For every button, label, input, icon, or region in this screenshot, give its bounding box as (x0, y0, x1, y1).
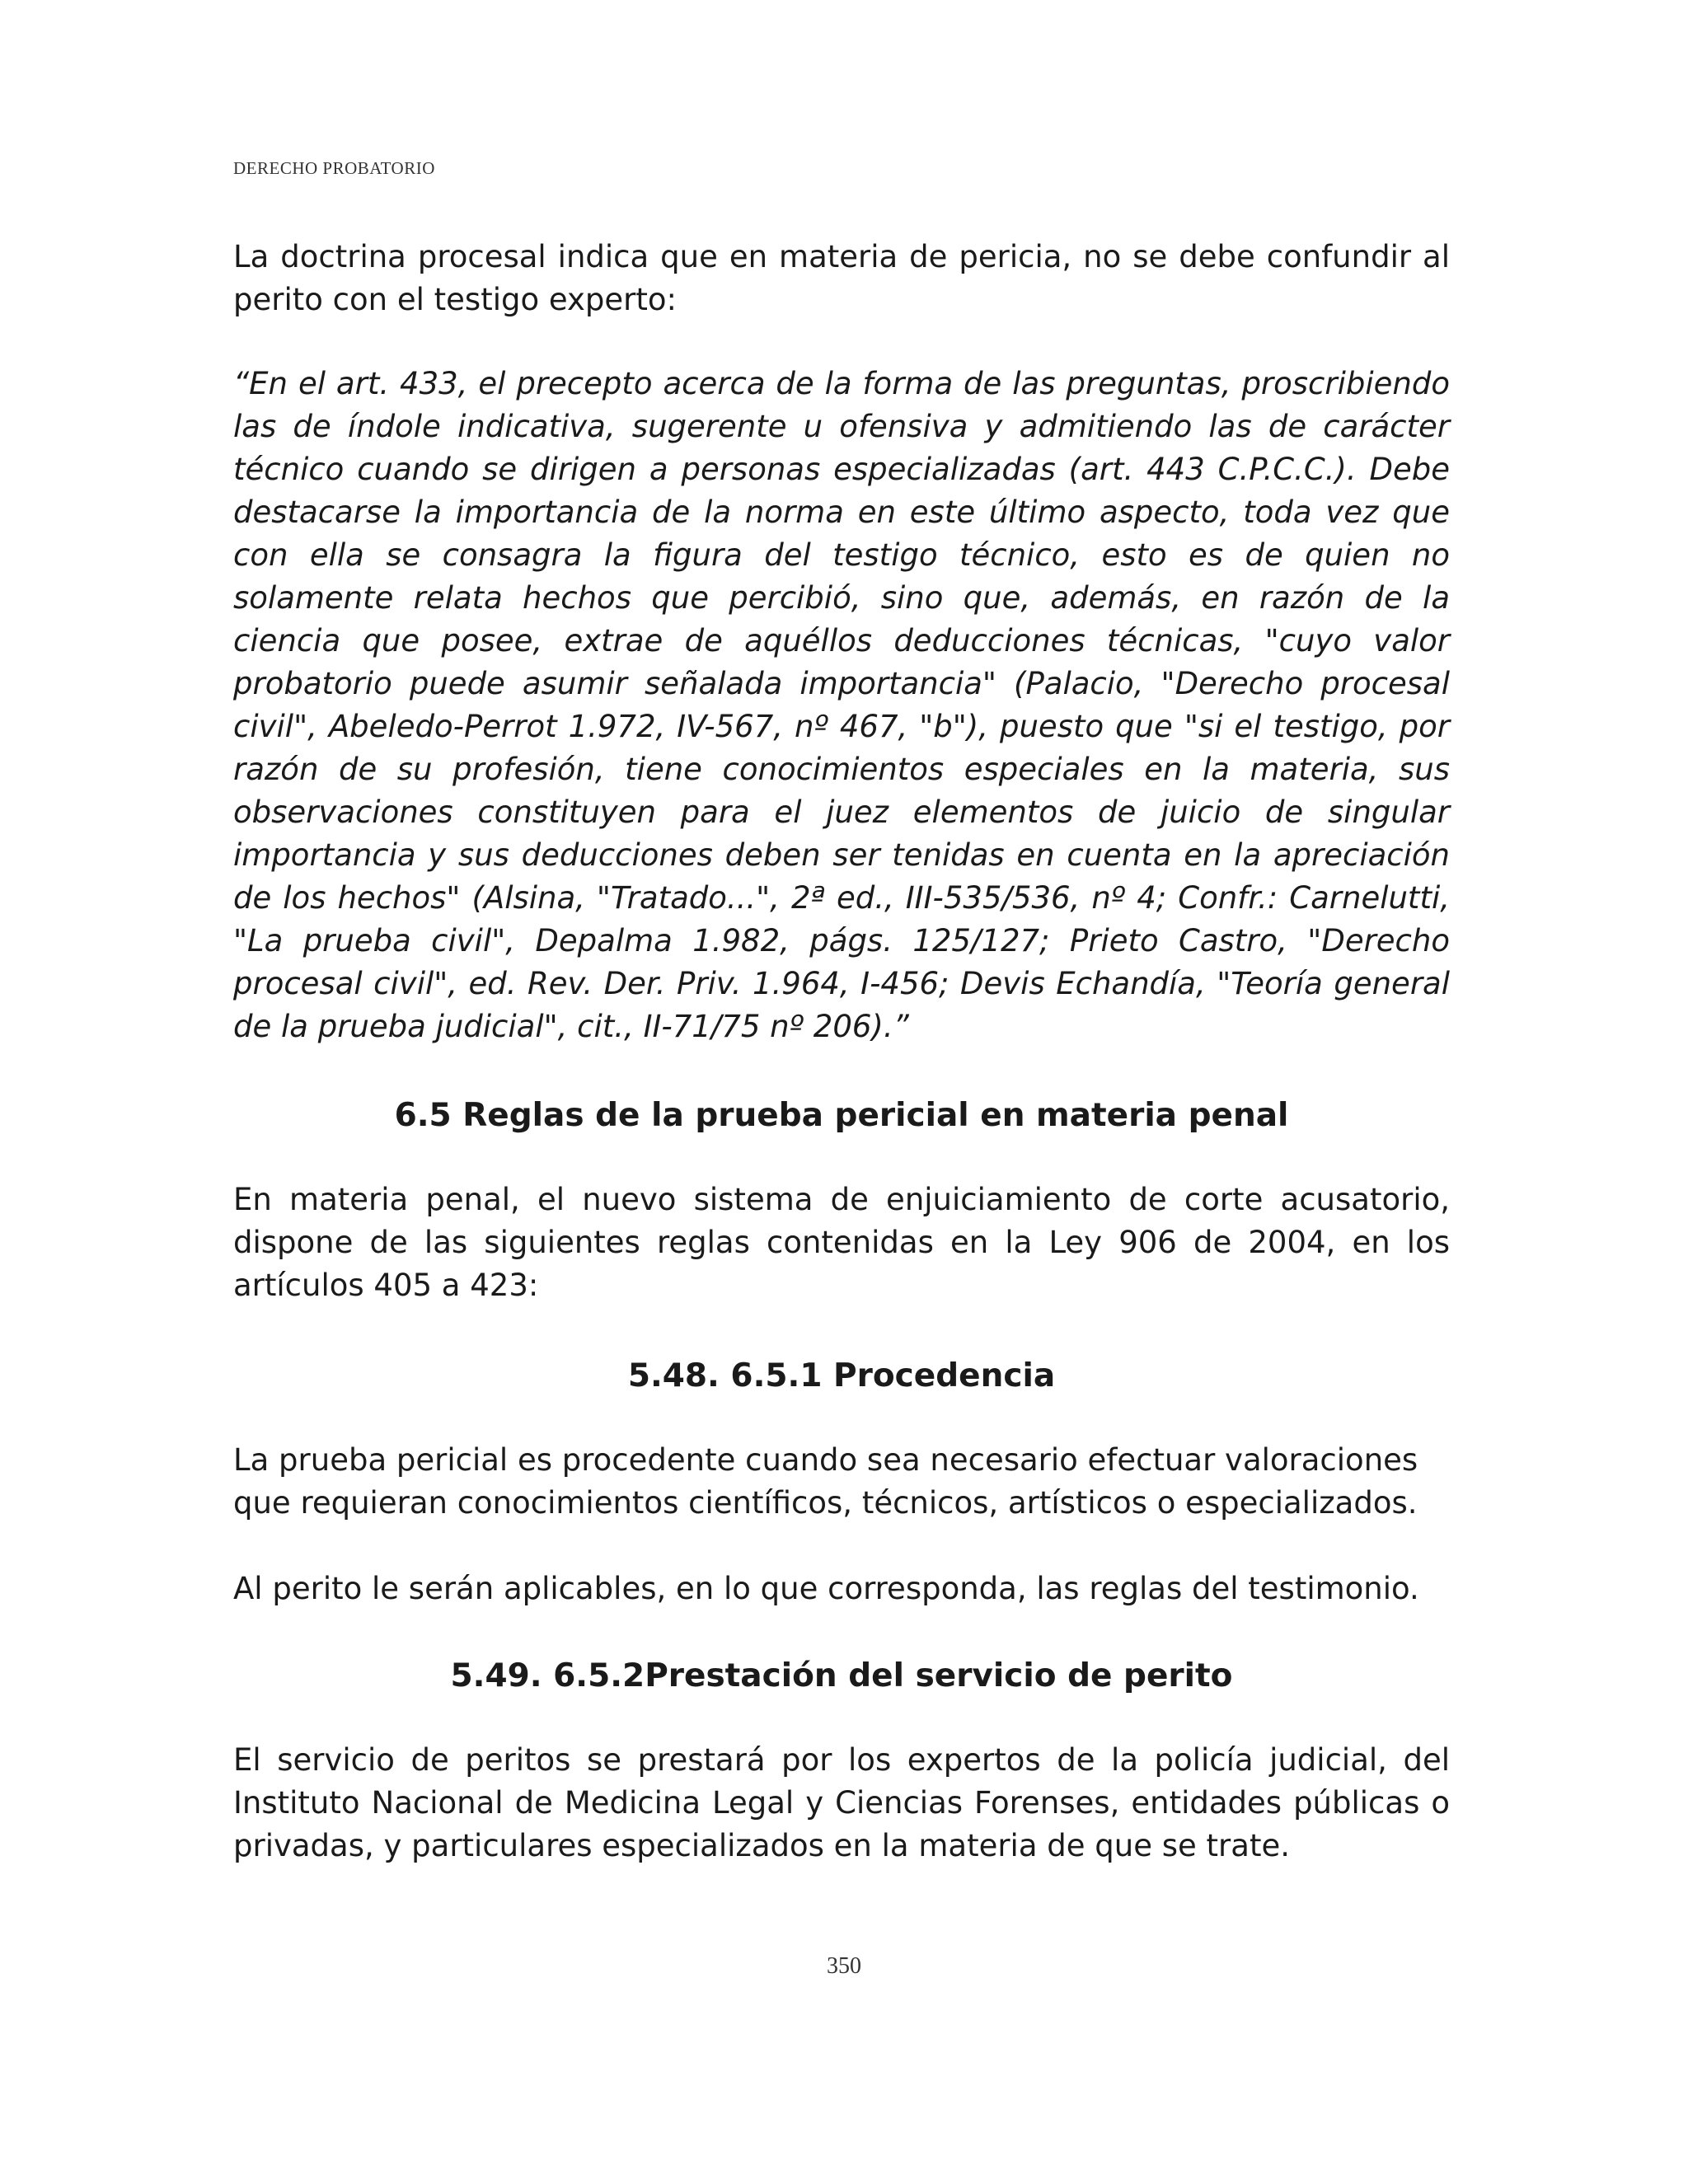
block-quote: “En el art. 433, el precepto acerca de la forma de las preguntas, proscribiendo las de índole indicativa, sugerente u ofensiva y admitiendo las de carácter técnico cuando se dirigen a personas especializadas (art. 443 C.P.C.C.). Debe destacarse la importancia de la norma en este último aspecto, toda vez que con ella se consagra la figura del testigo técnico, esto es de quien no solamente relata hechos que percibió, sino que, además, en razón de la ciencia que posee, extrae de aquéllos deducciones técnicas, "cuyo valor probatorio puede asumir señalada importancia" (Palacio, "Derecho procesal civil", Abeledo-Perrot 1.972, IV-567, nº 467, "b"), puesto que "si el testigo, por razón de su profesión, tiene conocimientos especiales en la materia, sus observaciones constituyen para el juez elementos de juicio de singular importancia y sus deducciones deben ser tenidas en cuenta en la apreciación de los hechos" (Alsina, "Tratado...", 2ª ed., III-535/536, nº 4; Confr.: Carnelutti, "La prueba civil", Depalma 1.982, págs. 125/127; Prieto Castro, "Derecho procesal civil", ed. Rev. Der. Priv. 1.964, I-456; Devis Echandía, "Teoría general de la prueba judicial", cit., II-71/75 nº 206).” (233, 366, 1450, 1044)
paragraph-penal-intro: En materia penal, el nuevo sistema de enjuiciamiento de corte acusatorio, dispone de las siguientes reglas contenidas en la Ley 906 de 2004, en los artículos 405 a 423: (233, 1182, 1450, 1303)
running-header: DERECHO PROBATORIO (233, 158, 435, 178)
section-heading-6-5-2: 5.49. 6.5.2Prestación del servicio de perito (450, 1657, 1233, 1694)
paragraph-servicio: El servicio de peritos se prestará por los expertos de la policía judicial, del Instituto Nacional de Medicina Legal y Ciencias Forenses, entidades públicas o privadas, y particulares especializados en la materia de que se trate. (233, 1742, 1450, 1863)
paragraph-procedencia-1: La prueba pericial es procedente cuando sea necesario efectuar valoraciones que requieran conocimientos científicos, técnicos, artísticos o especializados. (233, 1442, 1418, 1521)
paragraph-procedencia-2: Al perito le serán aplicables, en lo que corresponda, las reglas del testimonio. (233, 1571, 1419, 1606)
paragraph-intro: La doctrina procesal indica que en materia de pericia, no se debe confundir al perito con el testigo experto: (233, 239, 1450, 317)
page-number: 350 (827, 1953, 861, 1979)
section-heading-6-5-1: 5.48. 6.5.1 Procedencia (627, 1357, 1056, 1394)
section-heading-6-5: 6.5 Reglas de la prueba pericial en materia penal (394, 1097, 1289, 1134)
